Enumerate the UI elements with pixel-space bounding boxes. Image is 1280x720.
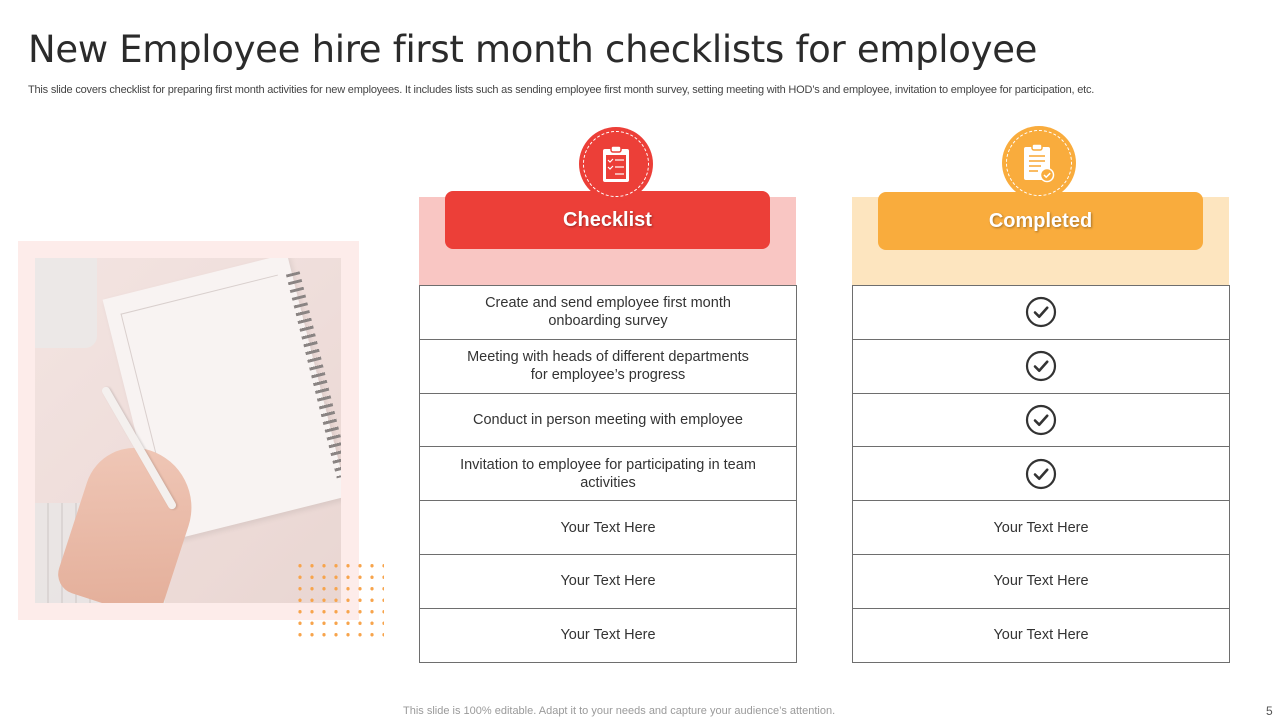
completed-table (852, 285, 1230, 663)
table-row: Your Text Here (419, 500, 797, 555)
check-circle-icon (1025, 296, 1057, 328)
check-circle-icon (1025, 404, 1057, 436)
footer-note: This slide is 100% editable. Adapt it to your needs and capture your audience’s attention. (403, 705, 836, 717)
table-row: Your Text Here (419, 608, 797, 663)
check-circle-icon (1025, 350, 1057, 382)
table-row (852, 339, 1230, 394)
page-number: 5 (1266, 704, 1273, 718)
clipboard-checklist-icon (579, 127, 653, 201)
table-row: Your Text Here (852, 500, 1230, 555)
completed-header: Completed (878, 192, 1203, 250)
table-row: Your Text Here (419, 554, 797, 609)
clipboard-done-icon (1002, 126, 1076, 200)
table-row (852, 393, 1230, 448)
table-row: Meeting with heads of different departments for employee’s progress (419, 339, 797, 394)
checklist-table (419, 285, 797, 663)
check-circle-icon (1025, 458, 1057, 490)
desk-notebook-photo (35, 258, 341, 603)
table-row (852, 446, 1230, 501)
table-row: Conduct in person meeting with employee (419, 393, 797, 448)
table-row (852, 285, 1230, 340)
slide-subtitle: This slide covers checklist for preparing first month activities for new employees. It includes lists such as sending employee first month survey, setting meeting with HOD’s and employee, invitation to employee for participation, etc. (28, 84, 1095, 96)
table-row: Your Text Here (852, 554, 1230, 609)
laptop-corner (35, 258, 97, 348)
checklist-header: Checklist (445, 191, 770, 249)
decorative-dots (294, 560, 384, 642)
slide-title: New Employee hire first month checklists for employee (28, 28, 1038, 71)
table-row: Create and send employee first month onboarding survey (419, 285, 797, 340)
table-row: Invitation to employee for participating in team activities (419, 446, 797, 501)
table-row: Your Text Here (852, 608, 1230, 663)
